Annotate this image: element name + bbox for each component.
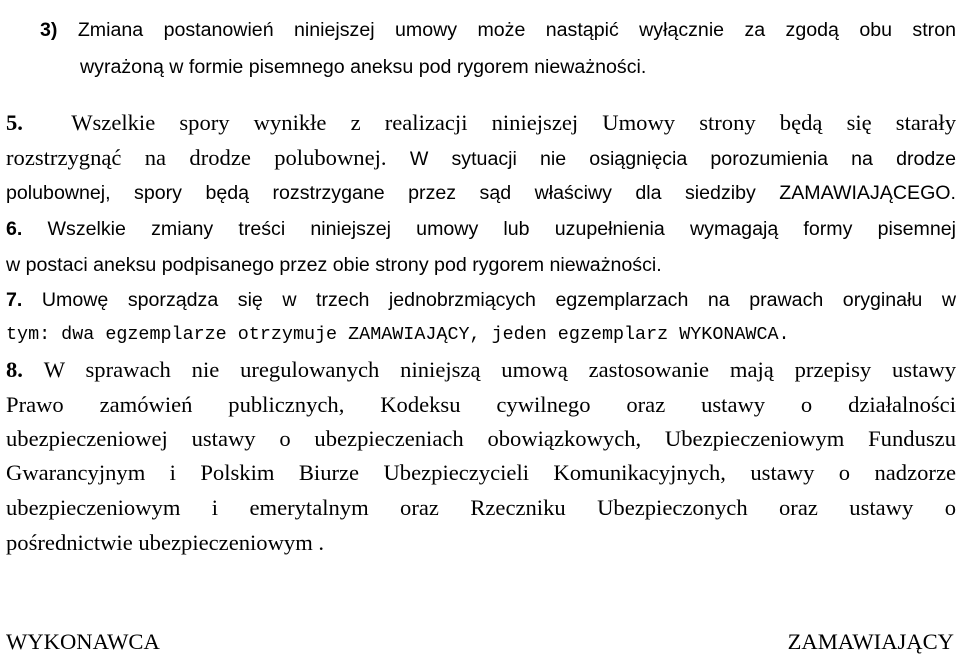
section-8-text-5: ubezpieczeniowym i emerytalnym oraz Rzeczniku Ubezpieczonych oraz ustawy o xyxy=(6,495,956,520)
signature-ordering-party: ZAMAWIAJĄCY xyxy=(787,629,954,654)
section-3-line-2 xyxy=(80,54,950,80)
section-5-text-2: rozstrzygnąć na drodze polubownej. xyxy=(6,145,387,170)
section-7-text-2: tym: dwa egzemplarze otrzymuje ZAMAWIAJĄCY, jeden egzemplarz WYKONAWCA. xyxy=(6,324,790,345)
section-8-text-6: pośrednictwie ubezpieczeniowym . xyxy=(6,530,325,555)
section-5-number: 5. xyxy=(6,110,23,135)
section-5-text-1: Wszelkie spory wynikłe z realizacji niniejszej Umowy strony będą się starały xyxy=(71,110,956,135)
section-6-number: 6. xyxy=(6,218,23,240)
section-8-text-4: Gwarancyjnym i Polskim Biurze Ubezpieczycieli Komunikacyjnych, ustawy o nadzorze xyxy=(6,460,956,485)
section-8-line-4 xyxy=(6,460,956,486)
section-5-line-3 xyxy=(6,180,956,206)
section-7-line-2 xyxy=(6,322,956,348)
section-5-line-1 xyxy=(6,110,956,136)
section-6-text-2: w postaci aneksu podpisanego przez obie strony pod rygorem nieważności. xyxy=(6,254,662,276)
section-7-line-1 xyxy=(6,287,956,313)
section-8-text-3: ubezpieczeniowej ustawy o ubezpieczeniach obowiązkowych, Ubezpieczeniowym Funduszu xyxy=(6,426,956,451)
section-8-line-2 xyxy=(6,392,956,418)
section-8-number: 8. xyxy=(6,357,23,382)
section-8-line-5 xyxy=(6,495,956,521)
section-8-line-3 xyxy=(6,426,956,452)
section-6-text-1: Wszelkie zmiany treści niniejszej umowy lub uzupełnienia wymagają formy pisemnej xyxy=(47,218,956,240)
section-3-text-1: Zmiana postanowień niniejszej umowy może nastąpić wyłącznie za zgodą obu stron xyxy=(77,19,956,41)
section-8-text-2: Prawo zamówień publicznych, Kodeksu cywilnego oraz ustawy o działalności xyxy=(6,392,956,417)
section-3-text-2: wyrażoną w formie pisemnego aneksu pod rygorem nieważności. xyxy=(80,56,647,78)
section-5-line-2 xyxy=(6,145,956,172)
section-8-text-1: W sprawach nie uregulowanych niniejszą umową zastosowanie mają przepisy ustawy xyxy=(43,357,956,382)
section-8-line-6 xyxy=(6,530,956,556)
section-5-text-2b: W sytuacji nie osiągnięcia porozumienia na drodze xyxy=(409,148,956,170)
section-7-number: 7. xyxy=(6,289,23,311)
section-8-line-1 xyxy=(6,357,956,383)
section-6-line-2 xyxy=(6,252,956,278)
section-3-line-1 xyxy=(40,17,956,43)
section-3-number: 3) xyxy=(40,19,58,41)
signature-contractor: WYKONAWCA xyxy=(6,629,160,654)
section-7-text-1: Umowę sporządza się w trzech jednobrzmiących egzemplarzach na prawach oryginału w xyxy=(41,289,957,311)
section-5-text-3: polubownej, spory będą rozstrzygane przez sąd właściwy dla siedziby ZAMAWIAJĄCEGO. xyxy=(6,182,956,204)
section-6-line-1 xyxy=(6,216,956,242)
